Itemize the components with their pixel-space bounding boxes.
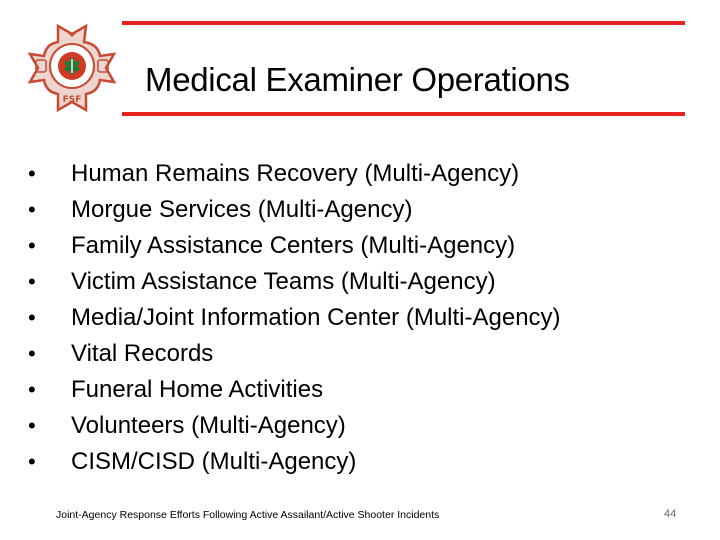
- bullet-marker: •: [28, 233, 36, 258]
- bullet-marker: •: [28, 449, 36, 474]
- bullet-marker: •: [28, 269, 36, 294]
- fire-department-logo-icon: [26, 22, 118, 114]
- bullet-marker: •: [28, 161, 36, 186]
- page-number: 44: [664, 508, 677, 520]
- logo-lettering: FSF: [62, 95, 82, 105]
- bullet-marker: •: [28, 197, 36, 222]
- title-top-rule: [122, 21, 685, 25]
- bullet-text: Morgue Services (Multi-Agency): [71, 196, 413, 223]
- bullet-text: Vital Records: [71, 340, 214, 367]
- bullet-marker: •: [28, 413, 36, 438]
- bullet-text: Victim Assistance Teams (Multi-Agency): [71, 268, 496, 295]
- slide-title: Medical Examiner Operations: [145, 61, 570, 98]
- bullet-text: Funeral Home Activities: [71, 376, 324, 403]
- slide-footer: Joint-Agency Response Efforts Following Active Assailant/Active Shooter Incidents: [56, 509, 440, 521]
- bullet-text: Volunteers (Multi-Agency): [71, 412, 346, 439]
- bullet-text: CISM/CISD (Multi-Agency): [71, 448, 357, 475]
- title-bottom-rule: [122, 112, 685, 116]
- bullet-marker: •: [28, 377, 36, 402]
- bullet-text: Family Assistance Centers (Multi-Agency): [71, 232, 516, 259]
- bullet-marker: •: [28, 305, 36, 330]
- bullet-marker: •: [28, 341, 36, 366]
- bullet-text: Human Remains Recovery (Multi-Agency): [71, 160, 520, 187]
- bullet-text: Media/Joint Information Center (Multi-Agency): [71, 304, 561, 331]
